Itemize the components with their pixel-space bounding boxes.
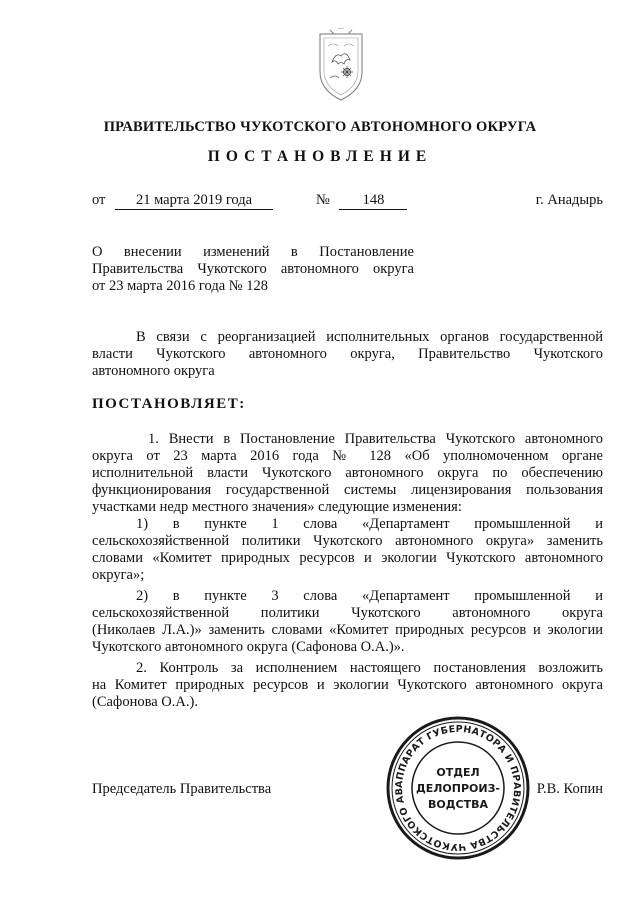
- body-line: округа от 23 марта 2016 года № 128 «Об уполномоченном органе: [92, 448, 603, 464]
- subject-line-3: от 23 марта 2016 года № 128: [92, 278, 268, 294]
- body-line: 1) в пункте 1 слова «Департамент промышленной и: [136, 516, 603, 532]
- body-line: 1. Внести в Постановление Правительства Чукотского автономного: [148, 431, 603, 447]
- document-number: 148: [339, 192, 407, 210]
- city: г. Анадырь: [535, 192, 603, 208]
- document-type: ПОСТАНОВЛЕНИЕ: [207, 148, 433, 165]
- preamble-line-3: автономного округа: [92, 363, 215, 379]
- number-prefix: №: [316, 192, 330, 208]
- decree-word: ПОСТАНОВЛЯЕТ:: [92, 396, 246, 412]
- body-line: сельскохозяйственной политики Чукотского автономного округа: [92, 605, 603, 621]
- date-line: [92, 192, 273, 210]
- subject-line-2: Правительства Чукотского автономного округа: [92, 261, 414, 277]
- body-line: Чукотского автономного округа (Сафонова О.А.)».: [92, 639, 405, 655]
- signature-name: Р.В. Копин: [536, 781, 603, 797]
- body-line: на Комитет природных ресурсов и экологии Чукотского автономного округа: [92, 677, 603, 693]
- body-line: 2. Контроль за исполнением настоящего постановления возложить: [136, 660, 603, 676]
- body-line: сельскохозяйственной политики Чукотского автономного округа» заменить: [92, 533, 603, 549]
- subject-line-1: О внесении изменений в Постановление: [92, 244, 414, 260]
- body-line: словами «Комитет природных ресурсов и экологии Чукотского автономного: [92, 550, 603, 566]
- coat-of-arms-icon: [308, 28, 374, 108]
- number-line: [316, 192, 407, 210]
- signature-position: Председатель Правительства: [92, 781, 272, 797]
- body-line: исполнительной власти Чукотского автономного округа по обеспечению: [92, 465, 603, 481]
- stamp-ring-text: АППАРАТ ГУБЕРНАТОРА И ПРАВИТЕЛЬСТВА ЧУКОТСКОГО АВ: [393, 723, 523, 853]
- body-line: участками недр местного значения» следующие изменения:: [92, 499, 462, 515]
- stamp-line-2: ДЕЛОПРОИЗ-: [415, 782, 501, 795]
- document-date: 21 марта 2019 года: [115, 192, 273, 210]
- stamp-line-3: ВОДСТВА: [427, 798, 489, 811]
- body-line: (Сафонова О.А.).: [92, 694, 198, 710]
- body-line: (Николаев Л.А.)» заменить словами «Комитет природных ресурсов и экологии: [92, 622, 603, 638]
- date-prefix: от: [92, 192, 106, 208]
- body-line: 2) в пункте 3 слова «Департамент промышленной и: [136, 588, 603, 604]
- government-title: ПРАВИТЕЛЬСТВО ЧУКОТСКОГО АВТОНОМНОГО ОКРУГА: [103, 119, 537, 135]
- official-stamp: [384, 714, 532, 862]
- preamble-line-2: власти Чукотского автономного округа, Правительство Чукотского: [92, 346, 603, 362]
- preamble-line-1: В связи с реорганизацией исполнительных органов государственной: [136, 329, 603, 345]
- body-line: округа»;: [92, 567, 145, 583]
- stamp-line-1: ОТДЕЛ: [436, 766, 480, 779]
- body-line: функционирования государственной системы лицензирования пользования: [92, 482, 603, 498]
